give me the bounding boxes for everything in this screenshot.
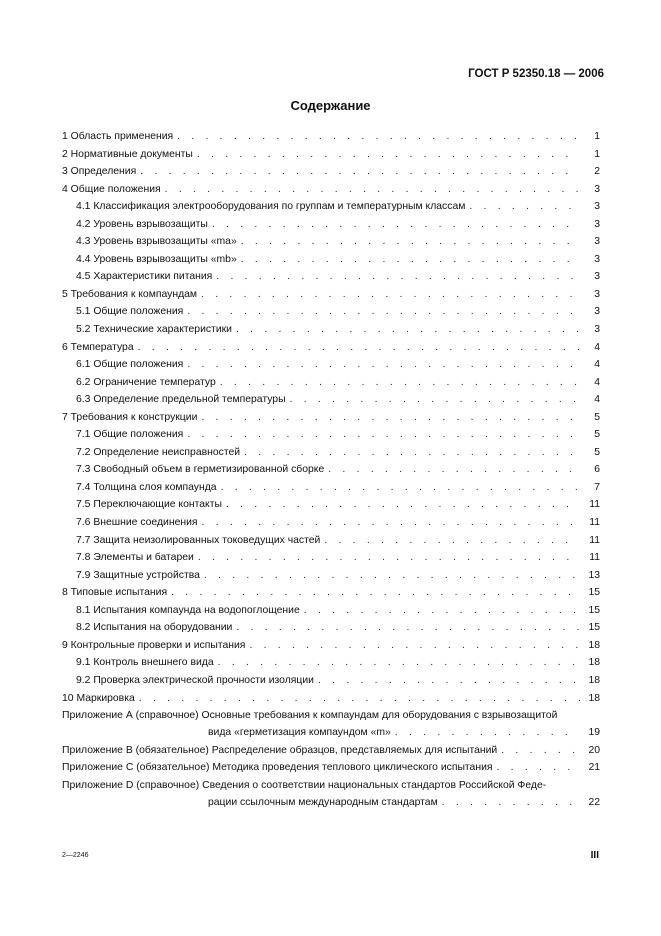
dot-leader (226, 496, 580, 514)
dot-leader (197, 146, 580, 164)
dot-leader (318, 672, 580, 690)
toc-page-number: 5 (594, 411, 600, 423)
toc-entry-title: 7 Требования к конструкции (62, 411, 198, 423)
toc-page-number: 4 (594, 376, 600, 388)
toc-entry-title: 5.1 Общие положения (76, 306, 184, 318)
toc-entry-title: 6.2 Ограничение температур (76, 376, 216, 388)
dot-leader (236, 619, 580, 637)
toc-page-number: 6 (594, 464, 600, 476)
toc-entry-annex-b[interactable] (62, 742, 600, 760)
toc-entry[interactable] (62, 268, 600, 286)
toc-entry-title: 6.1 Общие положения (76, 359, 184, 371)
document-code: ГОСТ Р 52350.18 — 2006 (468, 68, 604, 80)
toc-entry-title: 7.4 Толщина слоя компаунда (76, 481, 217, 493)
toc-entry-title: 10 Маркировка (62, 692, 135, 704)
toc-entry[interactable] (62, 356, 600, 374)
toc-entry-title: вида «герметизация компаундом «m» (208, 727, 391, 739)
toc-page-number: 5 (594, 429, 600, 441)
toc-entry-title: Приложение А (справочное) Основные требования к компаундам для оборудования с взрывозащитой (62, 710, 558, 722)
toc-page-number: 11 (589, 517, 600, 529)
toc-entry-title: 5.2 Технические характеристики (76, 324, 232, 336)
toc-entry-title: 7.1 Общие положения (76, 429, 184, 441)
toc-entry[interactable] (62, 426, 600, 444)
toc-entry-annex-d[interactable] (62, 777, 600, 794)
dot-leader (249, 637, 580, 655)
toc-entry-title: 4.1 Классификация электрооборудования по группам и температурным классам (76, 201, 466, 213)
dot-leader (177, 128, 580, 146)
toc-entry[interactable] (62, 584, 600, 602)
toc-entry-title: 9.1 Контроль внешнего вида (76, 657, 214, 669)
toc-entry[interactable] (62, 303, 600, 321)
toc-entry[interactable] (62, 672, 600, 690)
toc-entry[interactable] (62, 602, 600, 620)
dot-leader (304, 602, 580, 620)
toc-entry-title: 6 Температура (62, 341, 134, 353)
toc-page-number: 7 (594, 481, 600, 493)
toc-entry[interactable] (62, 339, 600, 357)
print-code: 2—2246 (62, 852, 89, 859)
toc-page-number: 4 (594, 394, 600, 406)
dot-leader (198, 549, 580, 567)
toc-entry-title: 7.6 Внешние соединения (76, 517, 198, 529)
toc-page-number: 15 (588, 587, 600, 599)
toc-page-number: 21 (588, 762, 600, 774)
toc-page-number: 4 (594, 359, 600, 371)
dot-leader (220, 374, 580, 392)
toc-entry-title: 4.3 Уровень взрывозащиты «ma» (76, 236, 237, 248)
dot-leader (442, 794, 580, 812)
toc-entry-title: 3 Определения (62, 166, 137, 178)
toc-entry-annex-a-continued[interactable] (62, 724, 600, 742)
toc-entry-title: 4.5 Характеристики питания (76, 271, 213, 283)
toc-entry-title: 8.2 Испытания на оборудовании (76, 622, 233, 634)
dot-leader (328, 461, 580, 479)
toc-page-number: 3 (594, 183, 600, 195)
toc-entry[interactable] (62, 216, 600, 234)
toc-entry[interactable] (62, 391, 600, 409)
dot-leader (140, 163, 580, 181)
toc-entry-title: 6.3 Определение предельной температуры (76, 394, 286, 406)
toc-entry-title: Приложение С (обязательное) Методика проведения теплового циклического испытания (62, 762, 493, 774)
dot-leader (241, 233, 580, 251)
toc-entry-title: 4.2 Уровень взрывозащиты (76, 218, 208, 230)
toc-entry[interactable] (62, 514, 600, 532)
dot-leader (187, 303, 580, 321)
toc-entry-title: 4 Общие положения (62, 183, 161, 195)
toc-entry[interactable] (62, 690, 600, 708)
toc-entry[interactable] (62, 496, 600, 514)
dot-leader (187, 356, 580, 374)
toc-page-number: 3 (594, 218, 600, 230)
dot-leader (201, 409, 580, 427)
toc-entry[interactable] (62, 637, 600, 655)
table-of-contents (62, 128, 600, 811)
toc-entry-title: рации ссылочным международным стандартам (208, 796, 438, 808)
toc-page-number: 3 (594, 253, 600, 265)
dot-leader (171, 584, 580, 602)
dot-leader (139, 690, 580, 708)
toc-entry-title: 9 Контрольные проверки и испытания (62, 639, 246, 651)
toc-entry[interactable] (62, 567, 600, 585)
toc-page-number: 2 (594, 166, 600, 178)
dot-leader (218, 654, 580, 672)
toc-entry-title: 7.2 Определение неисправностей (76, 446, 241, 458)
toc-entry[interactable] (62, 479, 600, 497)
toc-entry-title: 7.8 Элементы и батареи (76, 552, 194, 564)
toc-page-number: 15 (588, 604, 600, 616)
toc-page-number: 5 (594, 446, 600, 458)
dot-leader (501, 742, 580, 760)
toc-entry-annex-c[interactable] (62, 759, 600, 777)
toc-page-number: 3 (594, 306, 600, 318)
toc-entry[interactable] (62, 198, 600, 216)
toc-entry[interactable] (62, 549, 600, 567)
toc-entry[interactable] (62, 444, 600, 462)
toc-entry[interactable] (62, 461, 600, 479)
toc-page-number: 18 (588, 657, 600, 669)
dot-leader (244, 444, 580, 462)
dot-leader (202, 514, 580, 532)
toc-page-number: 11 (589, 552, 600, 564)
dot-leader (221, 479, 580, 497)
page-number: III (590, 850, 599, 861)
toc-entry[interactable] (62, 374, 600, 392)
toc-entry-title: 8.1 Испытания компаунда на водопоглощение (76, 604, 300, 616)
toc-entry-title: Приложение В (обязательное) Распределение образцов, представляемых для испытаний (62, 744, 498, 756)
dot-leader (290, 391, 580, 409)
toc-entry-title: 7.7 Защита неизолированных токоведущих частей (76, 534, 321, 546)
toc-entry[interactable] (62, 233, 600, 251)
toc-entry[interactable] (62, 654, 600, 672)
toc-page-number: 20 (588, 744, 600, 756)
toc-entry-title: 2 Нормативные документы (62, 148, 193, 160)
toc-entry[interactable] (62, 321, 600, 339)
toc-entry[interactable] (62, 409, 600, 427)
page-title: Содержание (290, 98, 371, 113)
dot-leader (165, 181, 580, 199)
dot-leader (187, 426, 580, 444)
dot-leader (241, 251, 580, 269)
dot-leader (395, 724, 580, 742)
toc-entry[interactable] (62, 532, 600, 550)
toc-entry[interactable] (62, 163, 600, 181)
toc-entry-title: 7.5 Переключающие контакты (76, 499, 222, 511)
toc-entry[interactable] (62, 619, 600, 637)
dot-leader (138, 339, 580, 357)
toc-entry-title: 1 Область применения (62, 131, 174, 142)
toc-entry[interactable] (62, 146, 600, 164)
toc-page-number: 1 (594, 148, 600, 160)
toc-entry-title: Приложение D (справочное) Сведения о соответствии национальных стандартов Российской Феде- (62, 779, 547, 791)
toc-page-number: 18 (588, 692, 600, 704)
dot-leader (469, 198, 580, 216)
toc-page-number: 3 (594, 324, 600, 336)
toc-entry[interactable] (62, 251, 600, 269)
toc-entry-title: 7.9 Защитные устройства (76, 569, 200, 581)
toc-page-number: 11 (589, 534, 600, 546)
toc-entry-title: 5 Требования к компаундам (62, 288, 198, 300)
toc-page-number: 15 (588, 622, 600, 634)
toc-entry[interactable] (62, 286, 600, 304)
toc-page-number: 3 (594, 236, 600, 248)
toc-page-number: 3 (594, 271, 600, 283)
dot-leader (324, 532, 580, 550)
toc-entry-annex-a[interactable] (62, 707, 600, 724)
dot-leader (497, 759, 581, 777)
toc-page-number: 18 (588, 639, 600, 651)
toc-page-number: 22 (588, 796, 600, 808)
toc-page-number: 11 (589, 499, 600, 511)
toc-entry-title: 8 Типовые испытания (62, 587, 168, 599)
toc-page-number: 13 (588, 569, 600, 581)
dot-leader (216, 268, 580, 286)
dot-leader (236, 321, 580, 339)
toc-page-number: 4 (594, 341, 600, 353)
toc-entry[interactable] (62, 128, 600, 146)
toc-entry-annex-d-continued[interactable] (62, 794, 600, 812)
toc-page-number: 1 (594, 131, 600, 142)
toc-entry[interactable] (62, 181, 600, 199)
dot-leader (201, 286, 580, 304)
dot-leader (212, 216, 580, 234)
toc-page-number: 3 (594, 201, 600, 213)
toc-entry-title: 9.2 Проверка электрической прочности изоляции (76, 674, 314, 686)
toc-page-number: 18 (588, 674, 600, 686)
dot-leader (204, 567, 580, 585)
toc-page-number: 3 (594, 288, 600, 300)
toc-entry-title: 4.4 Уровень взрывозащиты «mb» (76, 253, 237, 265)
toc-page-number: 19 (588, 727, 600, 739)
toc-entry-title: 7.3 Свободный объем в герметизированной сборке (76, 464, 325, 476)
